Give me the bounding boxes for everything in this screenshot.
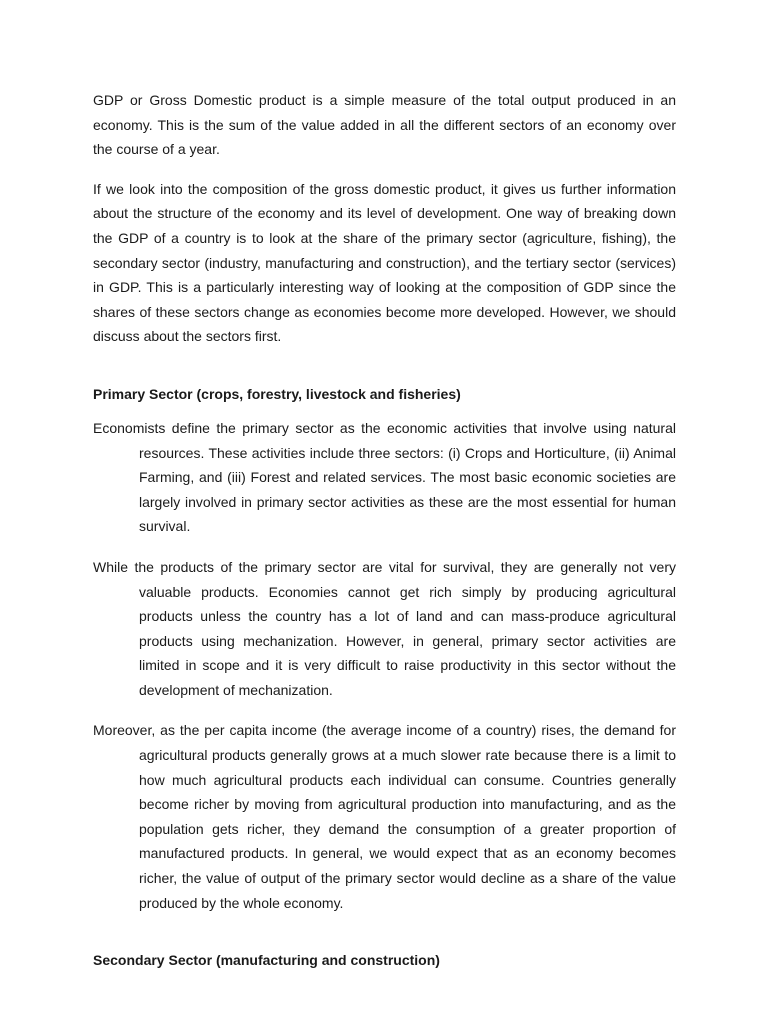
document-page	[93, 88, 676, 972]
intro-paragraph-2: If we look into the composition of the gross domestic product, it gives us further information about the structure of the economy and its level of development. One way of breaking down the GDP of a country is to look at the share of the primary sector (agriculture, fishing), the secondary sector (industry, manufacturing and construction), and the tertiary sector (services) in GDP. This is a particularly interesting way of looking at the composition of GDP since the shares of these sectors change as economies become more developed. However, we should discuss about the sectors first.	[93, 180, 676, 345]
primary-sector-heading: Primary Sector (crops, forestry, livestock and fisheries)	[93, 385, 461, 402]
primary-sector-paragraph-2: While the products of the primary sector are vital for survival, they are generally not very valuable products. Economies cannot get rich simply by producing agricultural products unless the country has a lot of land and can mass-produce agricultural products using mechanization. However, in general, primary sector activities are limited in scope and it is very difficult to raise productivity in this sector without the development of mechanization.	[93, 558, 676, 698]
secondary-sector-heading: Secondary Sector (manufacturing and construction)	[93, 952, 440, 969]
primary-sector-paragraph-1: Economists define the primary sector as the economic activities that involve using natural resources. These activities include three sectors: (i) Crops and Horticulture, (ii) Animal Farming, and (iii) Forest and related services. The most basic economic societies are largely involved in primary sector activities as these are the most essential for human survival.	[93, 419, 676, 535]
intro-paragraph-1: GDP or Gross Domestic product is a simple measure of the total output produced in an economy. This is the sum of the value added in all the different sectors of an economy over the course of a year.	[93, 92, 676, 158]
primary-sector-paragraph-3: Moreover, as the per capita income (the average income of a country) rises, the demand for agricultural products generally grows at a much slower rate because there is a limit to how much agricultural products each individual can consume. Countries generally become richer by moving from agricultural production into manufacturing, and as the population gets richer, they demand the consumption of a greater proportion of manufactured products. In general, we would expect that as an economy becomes richer, the value of output of the primary sector would decline as a share of the value produced by the whole economy.	[93, 722, 676, 911]
